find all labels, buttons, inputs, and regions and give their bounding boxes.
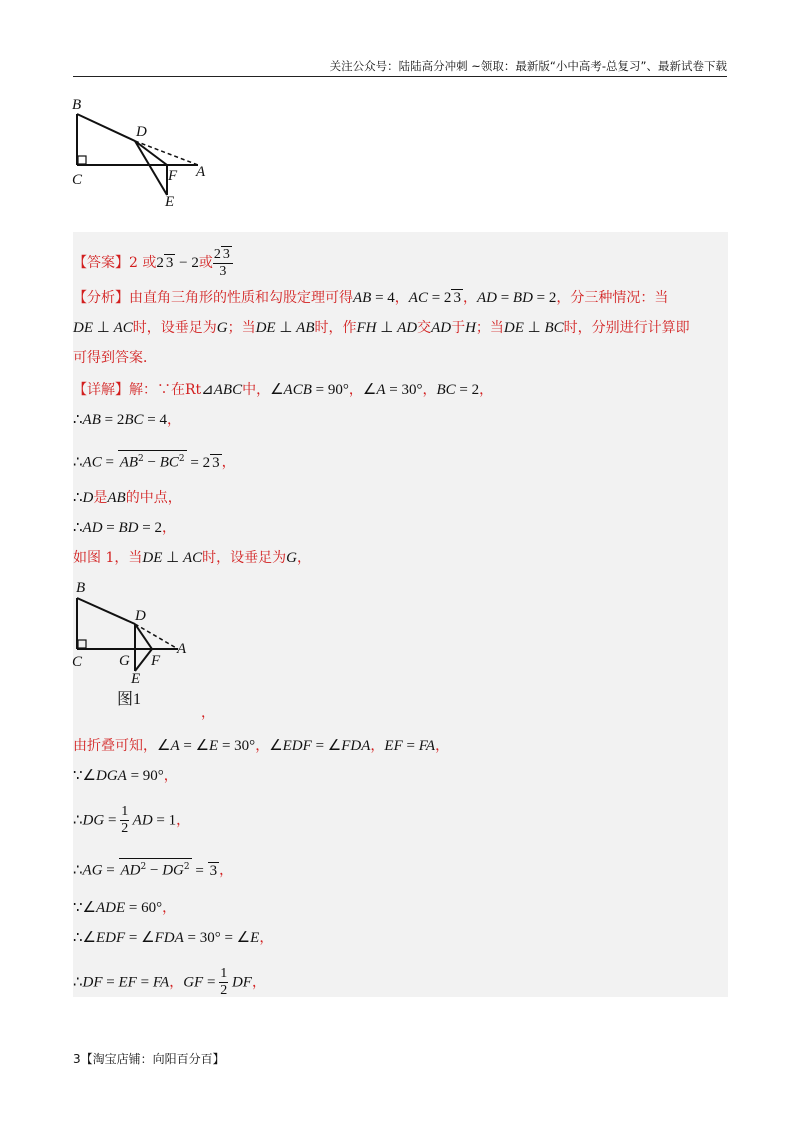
fig1-label-A: A xyxy=(177,641,187,657)
fig1-label-E: E xyxy=(131,671,141,687)
label-C: C xyxy=(72,172,83,188)
triangle-diagram-fig1 xyxy=(68,576,218,716)
fig1-label-B: B xyxy=(76,580,86,596)
answer-label: 【答案】 xyxy=(73,255,129,271)
figure-top xyxy=(68,92,218,212)
detail-case1: 如图 1，当DE ⊥ AC时，设垂足为G， xyxy=(73,550,311,566)
detail-line-5: ∴AD = BD = 2， xyxy=(73,520,176,536)
detail-line-4: ∴D是AB的中点， xyxy=(73,490,182,506)
detail-line-11: ∴∠EDF = ∠FDA = 30° = ∠E， xyxy=(73,930,274,946)
page-header: 关注公众号：陆陆高分冲刺 ~领取：最新版“小中高考-总复习”、最新试卷下载 xyxy=(73,56,727,77)
figure1-trailing-comma: ， xyxy=(201,705,215,721)
analysis-line-1: 【分析】由直角三角形的性质和勾股定理可得AB = 4，AC = 2 3 ，AD = BD = 2，分三种情况：当 xyxy=(73,290,669,306)
label-E: E xyxy=(165,194,175,210)
fig1-caption: 图1 xyxy=(117,691,142,708)
label-B: B xyxy=(72,97,82,113)
detail-line-8: ∴DG = $\frac{1}{2}$ AD = 1， xyxy=(73,804,191,836)
label-D: D xyxy=(136,124,147,140)
fig1-label-G: G xyxy=(119,653,130,669)
triangle-diagram-top xyxy=(68,92,218,212)
detail-line-7: ∵∠DGA = 90°， xyxy=(73,768,178,784)
detail-line-12: ∴DF = EF = FA，GF = $\frac{1}{2}$ DF， xyxy=(73,966,266,998)
detail-line-2: ∴AB = 2BC = 4， xyxy=(73,412,181,428)
fig1-label-F: F xyxy=(151,653,161,669)
fig1-label-C: C xyxy=(72,654,83,670)
label-A: A xyxy=(196,164,206,180)
detail-line-3: ∴AC = $AB^2 - BC^2 = 2$ 3 ， xyxy=(73,450,236,473)
analysis-line-3: 可得到答案． xyxy=(73,350,157,366)
label-F: F xyxy=(168,168,178,184)
answer-line: 【答案】2 或2 3 − 2或 $\frac{2 3}{3}$ xyxy=(73,246,233,280)
fig1-label-D: D xyxy=(135,608,146,624)
detail-line-10: ∵∠ADE = 60°， xyxy=(73,900,177,916)
page-footer: 3【淘宝店铺：向阳百分百】 xyxy=(73,1052,225,1066)
analysis-line-2: DE ⊥ AC时，设垂足为G；当DE ⊥ AB时，作FH ⊥ AD交AD于H；当DE ⊥ BC时，分别进行计算即 xyxy=(73,320,690,336)
detail-line-9: ∴AG = $AD^2 - DG^2 = 3$ ， xyxy=(73,858,233,881)
detail-line-1: 【详解】解：∵在Rt⊿ABC中，∠ACB = 90°，∠A = 30°，BC = 2， xyxy=(73,382,494,398)
figure-1 xyxy=(68,576,218,716)
detail-line-6: 由折叠可知，∠A = ∠E = 30°，∠EDF = ∠FDA，EF = FA， xyxy=(73,738,450,754)
